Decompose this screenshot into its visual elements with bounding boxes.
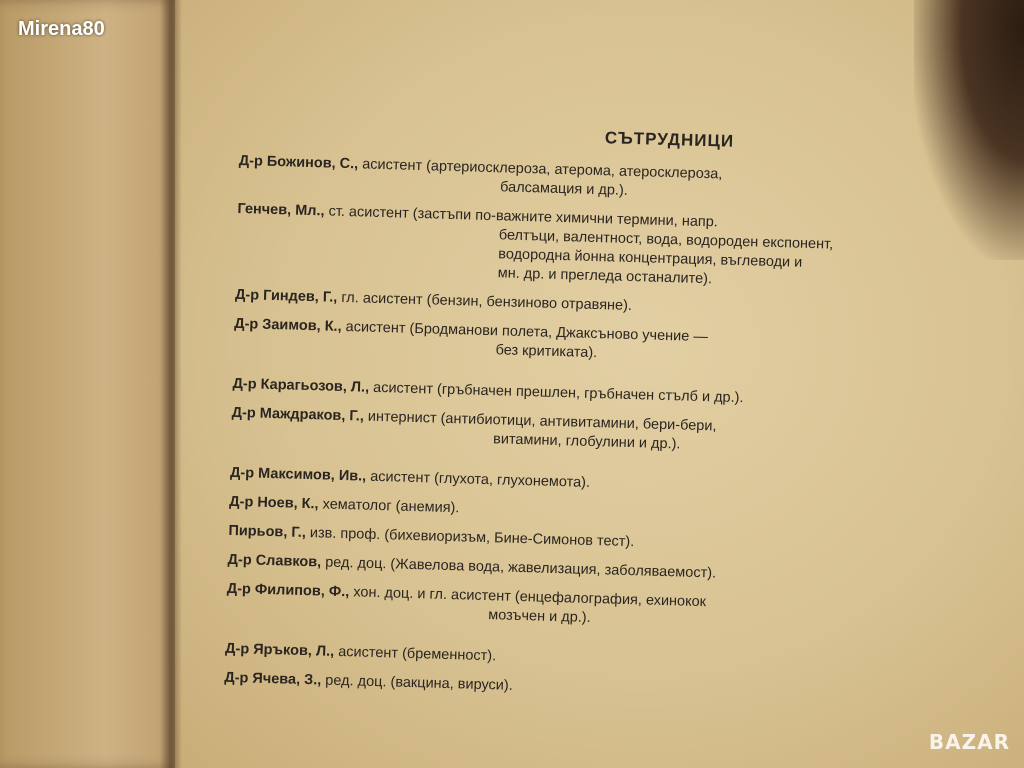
- entry-continuation: без критиката).: [495, 342, 598, 362]
- left-page: [0, 0, 175, 768]
- contributor-name: Генчев, Мл.,: [237, 200, 325, 220]
- contributor-role: гл. асистент (бензин, бензиново отравяне).: [341, 289, 633, 315]
- contributor-name: Д-р Максимов, Ив.,: [229, 464, 367, 485]
- contributor-role: интернист (антибиотици, антивитамини, бери-бери,: [367, 408, 717, 435]
- contributor-role: асистент (глухота, глухонемота).: [370, 468, 591, 491]
- entry-continuation: мн. др. и прегледа останалите).: [497, 265, 713, 288]
- entry-continuation: мозъчен и др.).: [487, 607, 591, 626]
- page-title: СЪТРУДНИЦИ: [604, 128, 735, 151]
- list-item: [231, 404, 972, 463]
- contributor-name: Д-р Божинов, С.,: [238, 152, 359, 173]
- contributor-role: асистент (гръбначен прешлен, гръбначен стълб и др.).: [372, 379, 744, 407]
- contributor-role: асистент (артериосклероза, атерома, атеросклероза,: [362, 156, 723, 183]
- watermark-username: Mirena80: [18, 18, 105, 40]
- contributor-name: Д-р Маждраков, Г.,: [231, 404, 365, 425]
- bazar-logo: BAZAR: [928, 730, 1010, 754]
- book-gutter: [160, 0, 182, 768]
- contributor-role: изв. проф. (бихевиоризъм, Бине-Симонов тест).: [309, 525, 635, 551]
- entry-continuation: балсамация и др.).: [499, 179, 629, 199]
- entry-continuation: витамини, глобулини и др.).: [492, 431, 681, 453]
- contributor-role: хематолог (анемия).: [322, 496, 460, 517]
- contributor-role: ред. доц. (вакцина, вируси).: [325, 672, 513, 694]
- list-item: [236, 200, 978, 297]
- contributor-name: Д-р Гиндев, Г.,: [234, 286, 338, 306]
- page-content: [224, 118, 980, 718]
- entry-continuation: белтъци, валентност, вода, водороден експонент,: [498, 227, 834, 253]
- contributor-name: Д-р Карагьозов, Л.,: [232, 375, 370, 396]
- contributor-name: Д-р Филипов, Ф.,: [226, 580, 350, 601]
- list-item: [238, 152, 979, 211]
- contributor-role: хон. доц. и гл. асистент (енцефалография, ехинокок: [353, 584, 707, 611]
- contributor-role: ст. асистент (застъпи по-важните химични термини, напр.: [328, 203, 719, 231]
- list-item: [233, 315, 974, 374]
- contributor-name: Д-р Заимов, К.,: [234, 315, 342, 335]
- contributor-name: Пирьов, Г.,: [228, 522, 307, 541]
- entry-continuation: водородна йонна концентрация, въглеводи и: [498, 246, 803, 271]
- contributor-name: Д-р Славков,: [227, 551, 322, 571]
- contributor-name: Д-р Яръков, Л.,: [224, 640, 335, 660]
- contributor-name: Д-р Ячева, З.,: [224, 669, 322, 689]
- contributor-role: асистент (Бродманови полета, Джаксъново учение —: [345, 319, 709, 346]
- contributor-name: Д-р Ноев, К.,: [229, 493, 319, 513]
- contributor-role: асистент (бременност).: [337, 643, 497, 665]
- contributor-role: ред. доц. (Жавелова вода, жавелизация, заболяваемост).: [325, 554, 717, 582]
- list-item: [226, 580, 967, 639]
